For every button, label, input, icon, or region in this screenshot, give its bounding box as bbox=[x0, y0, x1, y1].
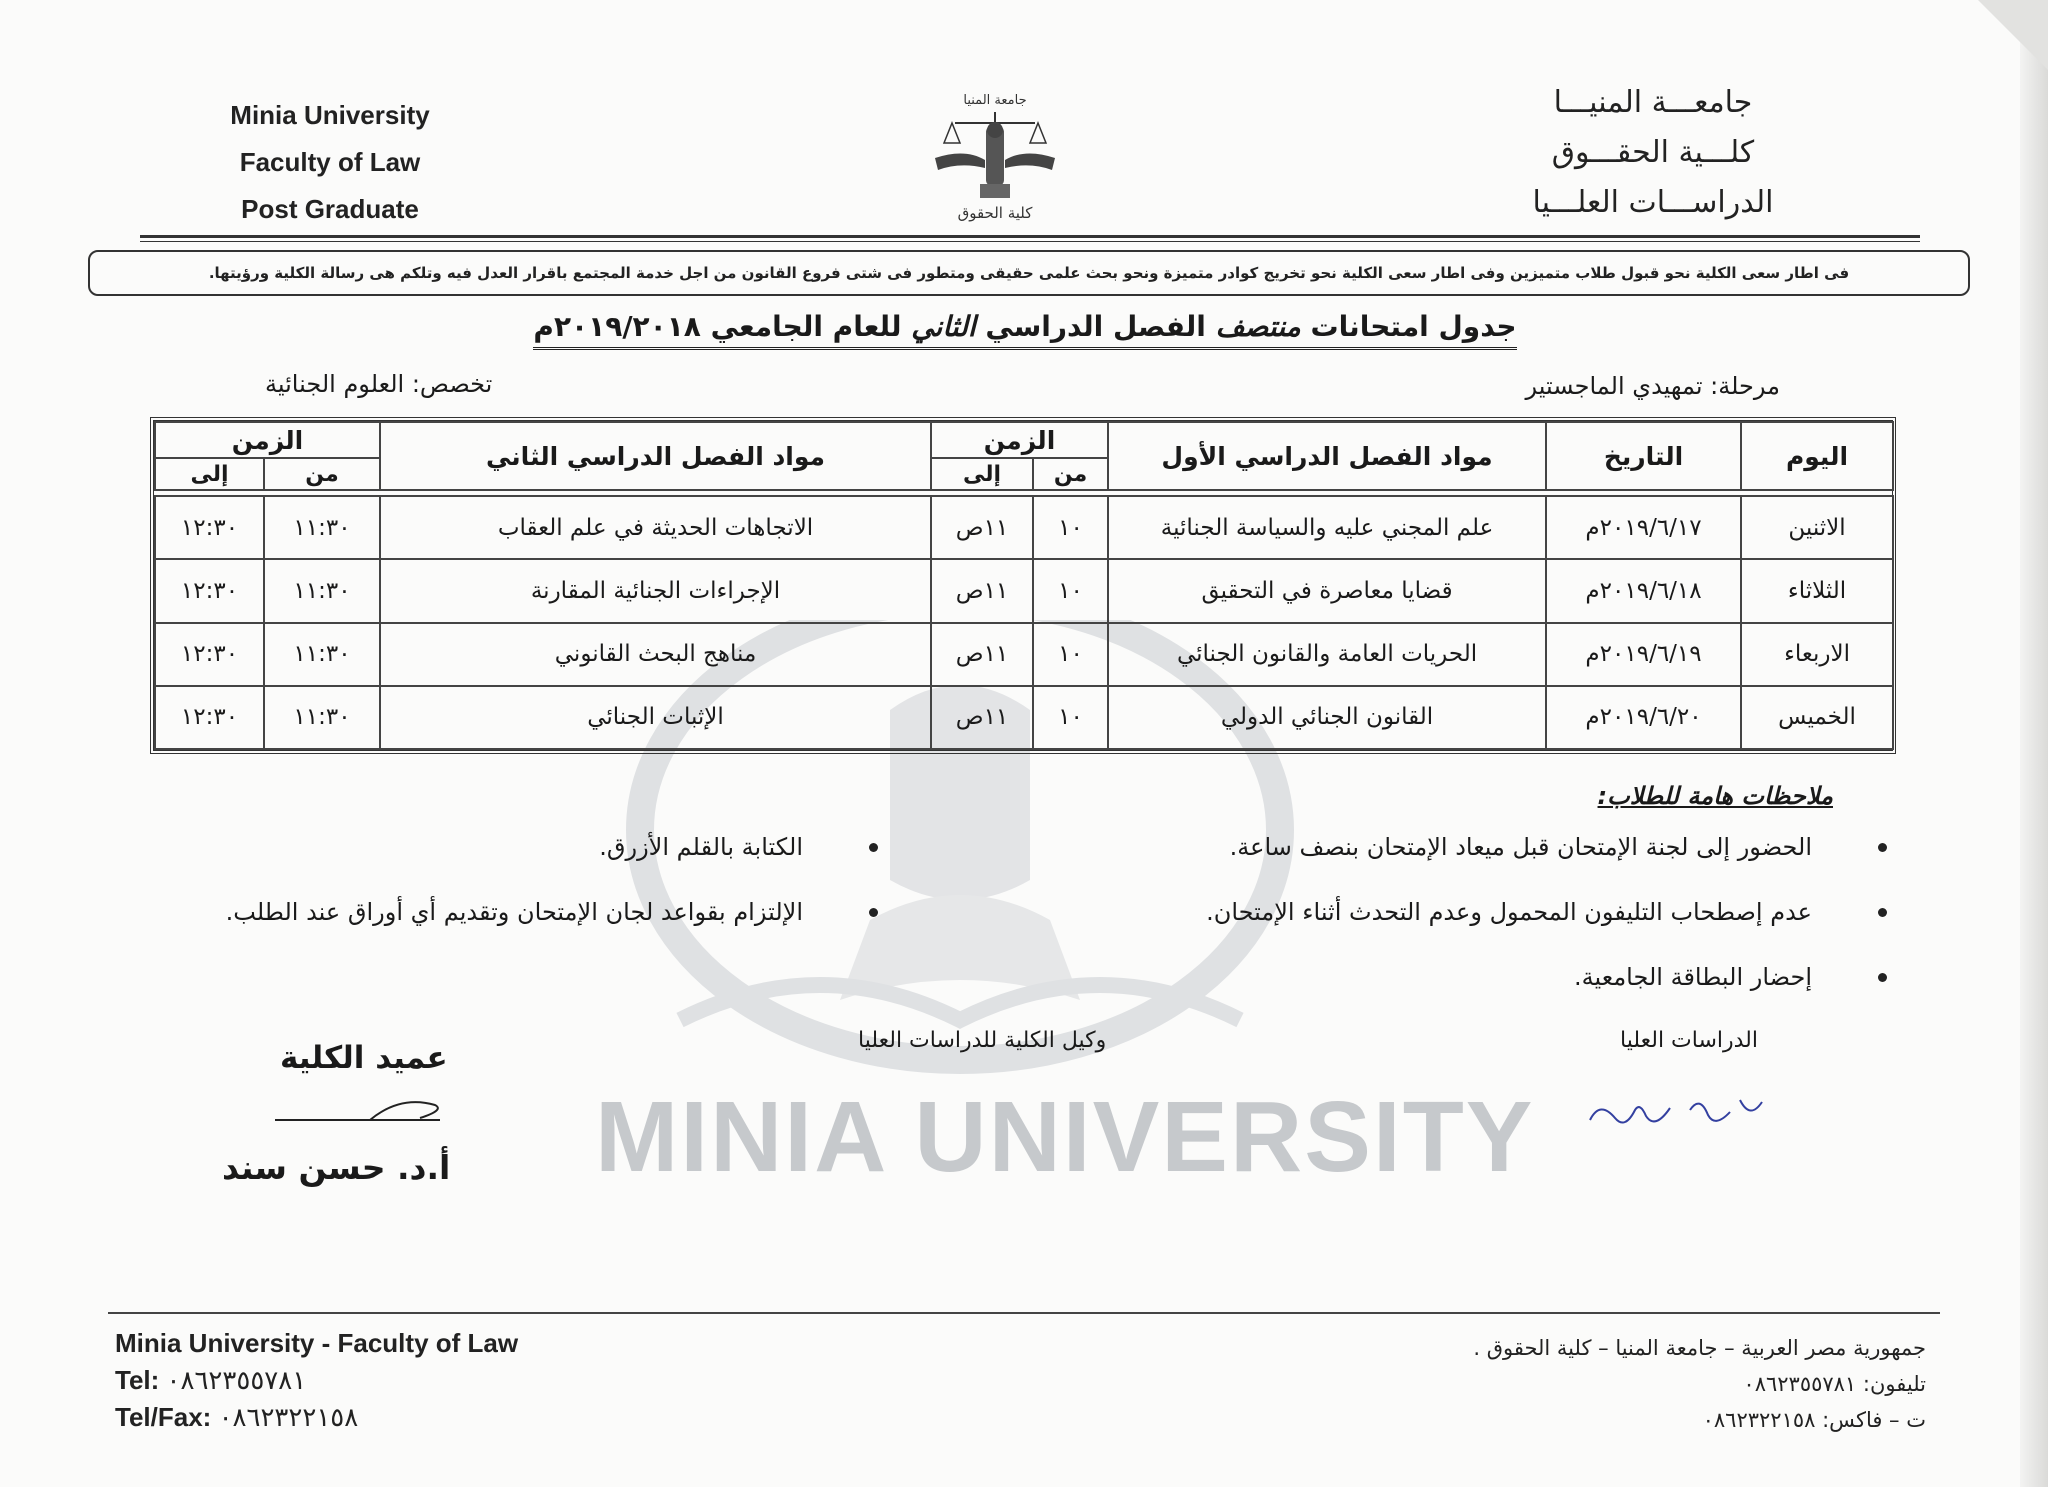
header-ar-postgrad: الدراســـات العلـــيا bbox=[1532, 185, 1774, 220]
cell-to-first: ١١ص bbox=[931, 496, 1033, 559]
header-en-faculty: Faculty of Law bbox=[239, 147, 421, 177]
header-date: التاريخ bbox=[1546, 422, 1741, 490]
note-item: الإلتزام بقواعد لجان الإمتحان وتقديم أي أوراق عند الطلب. bbox=[103, 890, 803, 955]
header-to-second: إلى bbox=[155, 458, 264, 490]
cell-subject-second: الإثبات الجنائي bbox=[380, 686, 931, 749]
cell-to-first: ١١ص bbox=[931, 686, 1033, 749]
header-from-second: من bbox=[264, 458, 380, 490]
note-item: الكتابة بالقلم الأزرق. bbox=[103, 825, 803, 890]
table-header-row bbox=[155, 422, 1893, 458]
cell-subject-second: مناهج البحث القانوني bbox=[380, 623, 931, 686]
table-row bbox=[155, 559, 1893, 622]
header-english bbox=[210, 92, 450, 233]
cell-from-first: ١٠ bbox=[1033, 559, 1108, 622]
header-arabic bbox=[1493, 78, 1813, 228]
note-item: الحضور إلى لجنة الإمتحان قبل ميعاد الإمتحان بنصف ساعة. bbox=[952, 825, 1812, 890]
cell-day: الثلاثاء bbox=[1741, 559, 1893, 622]
table-row bbox=[155, 686, 1893, 749]
faculty-logo bbox=[930, 88, 1060, 223]
cell-subject-second: الاتجاهات الحديثة في علم العقاب bbox=[380, 496, 931, 559]
cell-subject-second: الإجراءات الجنائية المقارنة bbox=[380, 559, 931, 622]
header-en-postgrad: Post Graduate bbox=[241, 194, 419, 224]
cell-to-first: ١١ص bbox=[931, 559, 1033, 622]
schedule-title bbox=[510, 310, 1540, 350]
specialization-label: تخصص: العلوم الجنائية bbox=[265, 370, 493, 398]
signature-dean-name: أ.د. حسن سند bbox=[222, 1148, 451, 1187]
logo-top-text: جامعة المنيا bbox=[963, 93, 1027, 108]
header-divider-thick bbox=[140, 235, 1920, 238]
note-item: عدم إصطحاب التليفون المحمول وعدم التحدث أثناء الإمتحان. bbox=[952, 890, 1812, 955]
cell-to-second: ١٢:٣٠ bbox=[155, 686, 264, 749]
cell-to-second: ١٢:٣٠ bbox=[155, 496, 264, 559]
signature-postgrad-title: الدراسات العليا bbox=[1620, 1028, 1758, 1053]
cell-day: الاربعاء bbox=[1741, 623, 1893, 686]
cell-day: الخميس bbox=[1741, 686, 1893, 749]
cell-subject-first: علم المجني عليه والسياسة الجنائية bbox=[1108, 496, 1546, 559]
cell-from-second: ١١:٣٠ bbox=[264, 686, 380, 749]
footer-arabic bbox=[1473, 1330, 1926, 1438]
cell-date: ٢٠١٩/٦/١٨م bbox=[1546, 559, 1741, 622]
footer-english bbox=[115, 1325, 518, 1436]
bullet-icon bbox=[869, 843, 878, 852]
notes-list-left bbox=[103, 825, 803, 955]
header-day: اليوم bbox=[1741, 422, 1893, 490]
cell-subject-first: الحريات العامة والقانون الجنائي bbox=[1108, 623, 1546, 686]
cell-from-second: ١١:٣٠ bbox=[264, 623, 380, 686]
bullet-icon bbox=[1878, 973, 1887, 982]
footer-en-line1: Minia University - Faculty of Law bbox=[115, 1328, 519, 1358]
notes-heading: ملاحظات هامة للطلاب: bbox=[1597, 782, 1833, 810]
schedule-title-text: جدول امتحانات منتصف الفصل الدراسي الثاني للعام الجامعي ٢٠١٩/٢٠١٨م bbox=[533, 310, 1516, 350]
bullet-icon bbox=[1878, 908, 1887, 917]
header-ar-faculty: كلـــية الحقـــوق bbox=[1551, 135, 1755, 170]
cell-date: ٢٠١٩/٦/٢٠م bbox=[1546, 686, 1741, 749]
bullet-icon bbox=[1878, 843, 1887, 852]
signature-dean-icon bbox=[270, 1090, 450, 1130]
cell-to-first: ١١ص bbox=[931, 623, 1033, 686]
cell-subject-first: قضايا معاصرة في التحقيق bbox=[1108, 559, 1546, 622]
cell-from-first: ١٠ bbox=[1033, 623, 1108, 686]
exam-schedule-table bbox=[154, 421, 1894, 750]
header-en-university: Minia University bbox=[230, 100, 430, 130]
signature-postgrad-icon bbox=[1580, 1080, 1770, 1140]
header-subjects-first: مواد الفصل الدراسي الأول bbox=[1108, 422, 1546, 490]
cell-from-second: ١١:٣٠ bbox=[264, 496, 380, 559]
paper-fold-corner bbox=[1978, 0, 2048, 70]
cell-day: الاثنين bbox=[1741, 496, 1893, 559]
paper-edge bbox=[2020, 0, 2048, 1487]
footer-divider bbox=[108, 1312, 1940, 1314]
notes-list-right bbox=[952, 825, 1812, 1020]
table-row bbox=[155, 623, 1893, 686]
header-time-second: الزمن bbox=[155, 422, 380, 458]
mission-statement: فى اطار سعى الكلية نحو قبول طلاب متميزين وفى اطار سعى الكلية نحو تخريج كوادر متميزة ونحو بحث علمى حقيقى ومتطور فى شتى فروع القانون من اجل خدمة المجتمع باقرار العدل فيه وتلكم هى رسالة الكلية ورؤيتها. bbox=[88, 250, 1970, 296]
cell-from-first: ١٠ bbox=[1033, 496, 1108, 559]
note-item: إحضار البطاقة الجامعية. bbox=[952, 955, 1812, 1020]
cell-from-first: ١٠ bbox=[1033, 686, 1108, 749]
cell-date: ٢٠١٩/٦/١٧م bbox=[1546, 496, 1741, 559]
cell-to-second: ١٢:٣٠ bbox=[155, 623, 264, 686]
header-time-first: الزمن bbox=[931, 422, 1108, 458]
header-divider-thin bbox=[140, 241, 1920, 242]
header-subjects-second: مواد الفصل الدراسي الثاني bbox=[380, 422, 931, 490]
footer-ar-phone: تليفون: ٠٨٦٢٣٥٥٧٨١ bbox=[1743, 1372, 1926, 1396]
watermark-text: MINIA UNIVERSITY bbox=[595, 1081, 1535, 1193]
stage-label: مرحلة: تمهيدي الماجستير bbox=[1525, 372, 1780, 400]
signature-vice-dean-title: وكيل الكلية للدراسات العليا bbox=[858, 1028, 1107, 1053]
footer-ar-line1: جمهورية مصر العربية – جامعة المنيا – كلية الحقوق . bbox=[1473, 1336, 1926, 1360]
cell-from-second: ١١:٣٠ bbox=[264, 559, 380, 622]
footer-ar-fax: ت – فاكس: ٠٨٦٢٣٢٢١٥٨ bbox=[1702, 1408, 1926, 1432]
cell-to-second: ١٢:٣٠ bbox=[155, 559, 264, 622]
footer-en-tel: Tel: ٠٨٦٢٣٥٥٧٨١ bbox=[115, 1365, 307, 1395]
logo-bottom-text: كلية الحقوق bbox=[957, 204, 1033, 222]
cell-subject-first: القانون الجنائي الدولي bbox=[1108, 686, 1546, 749]
bullet-icon bbox=[869, 908, 878, 917]
signature-dean-title: عميد الكلية bbox=[280, 1040, 448, 1076]
table-row bbox=[155, 496, 1893, 559]
header-to-first: إلى bbox=[931, 458, 1033, 490]
footer-en-fax: Tel/Fax: ٠٨٦٢٣٢٢١٥٨ bbox=[115, 1402, 359, 1432]
header-ar-university: جامعـــة المنيـــا bbox=[1553, 85, 1753, 120]
cell-date: ٢٠١٩/٦/١٩م bbox=[1546, 623, 1741, 686]
header-from-first: من bbox=[1033, 458, 1108, 490]
